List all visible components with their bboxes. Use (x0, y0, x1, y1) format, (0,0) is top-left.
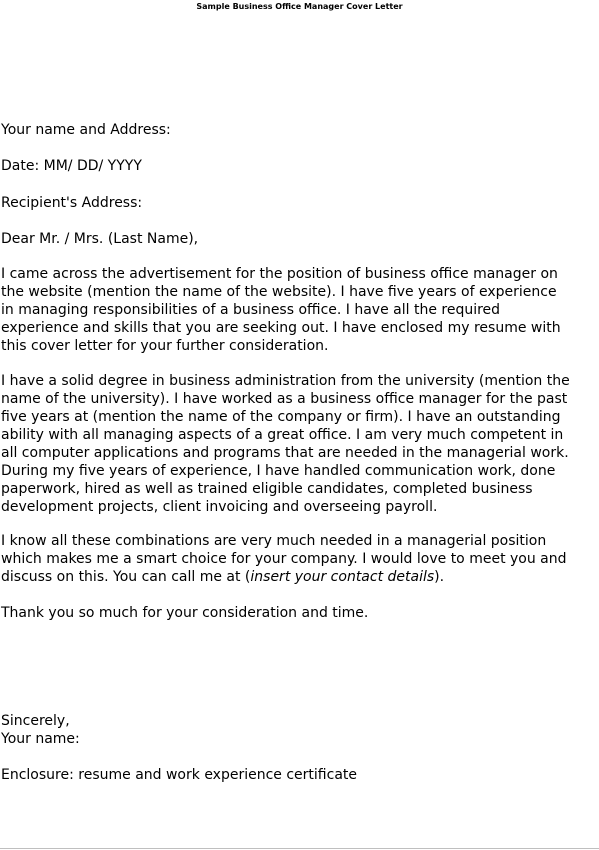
contact-text-before: discuss on this. You can call me at ( (1, 569, 251, 585)
paragraph-3-line: which makes me a smart choice for your company. I would love to meet you and (1, 551, 567, 567)
bottom-divider (0, 848, 599, 849)
signature-line: Your name: (1, 731, 80, 747)
paragraph-1-line: I came across the advertisement for the position of business office manager on (1, 266, 558, 282)
paragraph-2-line: five years at (mention the name of the company or firm). I have an outstanding (1, 409, 561, 425)
paragraph-2-line: During my five years of experience, I have handled communication work, done (1, 463, 556, 479)
thanks-line: Thank you so much for your consideration and time. (1, 605, 369, 621)
recipient-address-line: Recipient's Address: (1, 195, 143, 211)
closing-line: Sincerely, (1, 713, 70, 729)
contact-details-placeholder: insert your contact details (250, 569, 435, 585)
document-title: Sample Business Office Manager Cover Letter (196, 2, 403, 11)
paragraph-3-line (1, 568, 444, 586)
paragraph-1-line: experience and skills that you are seeking out. I have enclosed my resume with (1, 320, 561, 336)
sender-address-line: Your name and Address: (1, 122, 171, 138)
paragraph-3-line: I know all these combinations are very much needed in a managerial position (1, 533, 547, 549)
paragraph-2-line: paperwork, hired as well as trained eligible candidates, completed business (1, 481, 533, 497)
paragraph-2-line: name of the university). I have worked as a business office manager for the past (1, 391, 568, 407)
date-line: Date: MM/ DD/ YYYY (1, 158, 142, 174)
paragraph-2-line: all computer applications and programs that are needed in the managerial work. (1, 445, 569, 461)
paragraph-1-line: this cover letter for your further consideration. (1, 338, 329, 354)
paragraph-1-line: in managing responsibilities of a business office. I have all the required (1, 302, 501, 318)
paragraph-2-line: ability with all managing aspects of a great office. I am very much competent in (1, 427, 564, 443)
paragraph-2-line: development projects, client invoicing and overseeing payroll. (1, 499, 438, 515)
salutation: Dear Mr. / Mrs. (Last Name), (1, 231, 199, 247)
paragraph-1-line: the website (mention the name of the website). I have five years of experience (1, 284, 557, 300)
enclosure-line: Enclosure: resume and work experience certificate (1, 767, 358, 783)
contact-text-after: ). (434, 569, 445, 585)
paragraph-2-line: I have a solid degree in business administration from the university (mention the (1, 373, 570, 389)
